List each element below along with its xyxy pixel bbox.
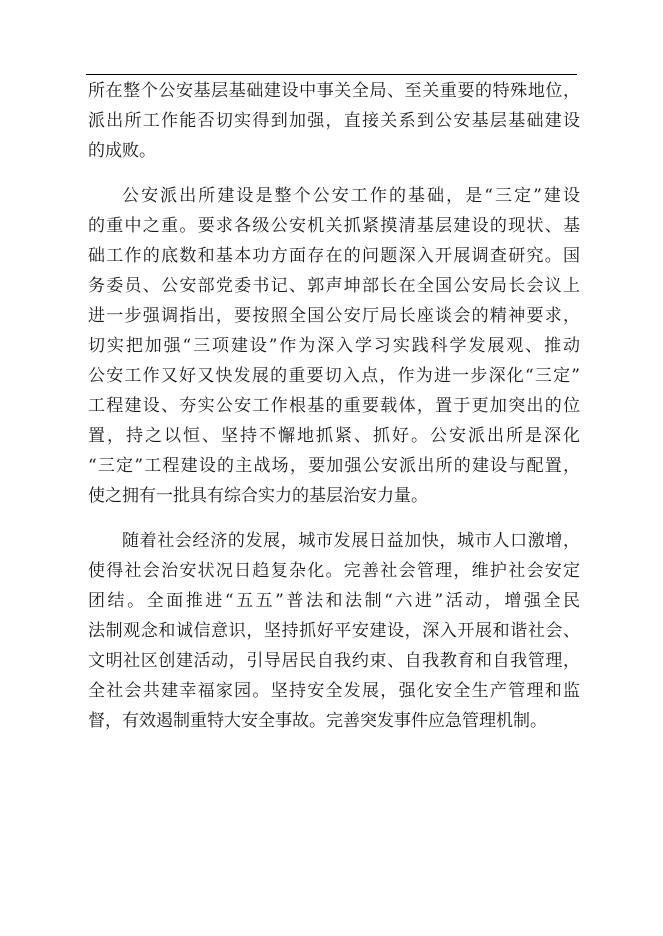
text-line: 切实把加强“三项建设”作为深入学习实践科学发展观、推动 (88, 336, 580, 356)
text-line: 使得社会治安状况日趋复杂化。完善社会管理，维护社会安定 (88, 561, 580, 581)
text-line: 置，持之以恒、坚持不懈地抓紧、抓好。公安派出所是深化 (88, 426, 580, 446)
text-line: 的成败。 (88, 141, 156, 161)
text-line: 的重中之重。要求各级公安机关抓紧摸清基层建设的现状、基 (88, 216, 580, 236)
header-rule (86, 74, 577, 75)
paragraph-2 (88, 181, 580, 511)
paragraph-gap (88, 511, 580, 526)
text-line: 公安派出所建设是整个公安工作的基础，是“三定”建设 (122, 186, 580, 206)
text-line: 全社会共建幸福家园。坚持安全发展，强化安全生产管理和监 (88, 681, 580, 701)
text-line: 工程建设、夯实公安工作根基的重要载体，置于更加突出的位 (88, 396, 580, 416)
text-line: 务委员、公安部党委书记、郭声坤部长在全国公安局长会议上 (88, 276, 580, 296)
paragraph-gap (88, 166, 580, 181)
text-line: 所在整个公安基层基础建设中事关全局、至关重要的特殊地位， (88, 81, 580, 101)
text-line: 使之拥有一批具有综合实力的基层治安力量。 (88, 486, 428, 506)
text-line: “三定”工程建设的主战场，要加强公安派出所的建设与配置， (88, 456, 580, 476)
paragraph-3 (88, 526, 580, 736)
text-line: 法制观念和诚信意识，坚持抓好平安建设，深入开展和谐社会、 (88, 621, 580, 641)
text-line: 础工作的底数和基本功方面存在的问题深入开展调查研究。国 (88, 246, 580, 266)
text-line: 公安工作又好又快发展的重要切入点，作为进一步深化“三定” (88, 366, 580, 386)
text-line: 进一步强调指出，要按照全国公安厅局长座谈会的精神要求， (88, 306, 580, 326)
text-line: 团结。全面推进“五五”普法和法制“六进”活动，增强全民 (88, 591, 580, 611)
text-line: 派出所工作能否切实得到加强，直接关系到公安基层基础建设 (88, 111, 580, 131)
document-body (88, 76, 580, 736)
paragraph-1 (88, 76, 580, 166)
text-line: 文明社区创建活动，引导居民自我约束、自我教育和自我管理， (88, 651, 580, 671)
text-line: 督，有效遏制重特大安全事故。完善突发事件应急管理机制。 (88, 711, 547, 731)
text-line: 随着社会经济的发展，城市发展日益加快，城市人口激增， (122, 531, 580, 551)
